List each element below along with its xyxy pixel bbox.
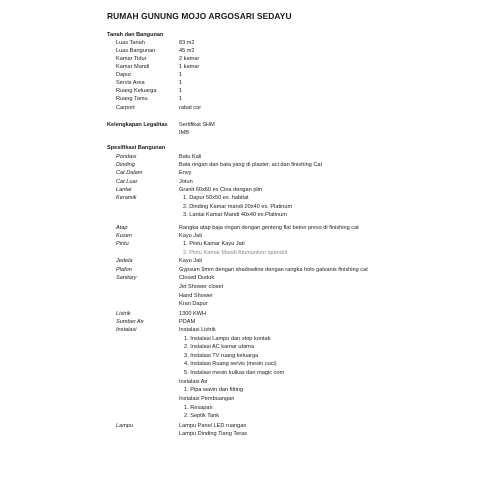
spec-value: Bata ringan dan bata yang di plaster, aci dan finishing Cat xyxy=(179,162,323,168)
spec-label: Lampu xyxy=(116,423,134,429)
spec-value: Kran Dapur xyxy=(179,301,208,307)
spec-value: Jet Shower closet xyxy=(179,284,224,290)
spec-value: 2. Pintu Kamar Mandi Alumunium spandril xyxy=(183,250,288,256)
spec-value: Instalasi Listrik xyxy=(179,327,216,333)
row-value: 45 m2 xyxy=(179,48,195,54)
row-label: Kamar Mandi xyxy=(116,64,150,70)
spec-value: Batu Kali xyxy=(179,154,202,160)
row-label: Carport xyxy=(116,105,135,111)
row-label: Kamar Tidur xyxy=(116,56,147,62)
spec-value: 2. Dinding Kamar mandi 20x40 ex. Platinum xyxy=(183,204,293,210)
row-value: 1 xyxy=(179,96,183,102)
spec-value: Rangka atap baja ringan dengan genteng flat beton press di finishing cat xyxy=(179,225,359,231)
spec-value: 4. Instalasi Ruang servis (mesin cuci) xyxy=(184,361,277,367)
spec-value: Lampu Panel LED ruangan xyxy=(179,423,247,429)
legal-value: Sertifikat SHM xyxy=(179,122,215,128)
spec-label: Pondasi xyxy=(116,154,137,160)
row-value: 1 xyxy=(179,80,183,86)
spec-label: Kusen xyxy=(116,233,132,239)
spec-value: Gypsum 9mm dengan shadowline dengan rangka holo galvanis finishing cat xyxy=(179,267,368,273)
spec-value: Instalasi Pembuangan xyxy=(179,396,235,402)
spec-value: PDAM xyxy=(179,319,196,325)
row-value: 1 xyxy=(179,72,183,78)
spec-value: 3. Instalasi TV ruang keluarga xyxy=(184,353,259,359)
row-label: Ruang Tamu xyxy=(116,96,148,102)
spec-label: Atap xyxy=(116,225,128,231)
row-value: rabat cor xyxy=(179,105,202,111)
spec-value: Instalasi Air xyxy=(179,379,208,385)
spec-value: Granit 60x60 ex Cina dengan plin xyxy=(179,187,263,193)
spec-value: 1300 KWH xyxy=(179,311,207,317)
row-value: 1 xyxy=(179,88,183,94)
spec-value: 2. Instalasi AC kamar utama xyxy=(184,344,254,350)
spec-value: Lampu Dinding Tiang Teras xyxy=(179,431,247,437)
spec-value: Closed Duduk xyxy=(179,275,215,281)
spec-label: Jedela xyxy=(116,258,133,264)
spec-value: 1. Resapan xyxy=(184,405,213,411)
spec-label: Keramik xyxy=(116,195,137,201)
row-value: 1 kamar xyxy=(179,64,200,70)
section-heading-tanah: Tanah dan Bangunan xyxy=(107,32,164,38)
spec-label: Listrik xyxy=(116,311,131,317)
section-heading-legalitas: Kelengkapan Legalitas xyxy=(107,122,168,128)
spec-value: Kayu Jati xyxy=(179,233,203,239)
row-label: Luas Tanah xyxy=(116,40,145,46)
row-label: Servis Area xyxy=(116,80,145,86)
spec-value: Kayu Jati xyxy=(179,258,203,264)
spec-value: 3. Lantai Kamar Mandi 40x40 ex.Platinum xyxy=(183,212,287,218)
spec-value: 2. Septik Tank xyxy=(184,413,220,419)
spec-value: Jotun xyxy=(179,179,193,185)
spec-label: Instalasi xyxy=(116,327,137,333)
row-label: Luas Bangunan xyxy=(116,48,156,54)
row-label: Ruang Keluarga xyxy=(116,88,157,94)
spec-value: 1. Dapur 50x50 ex. habitat xyxy=(183,195,249,201)
spec-label: Cat Luar xyxy=(116,179,138,185)
spec-value: 1. Pintu Kamar Kayu Jati xyxy=(183,241,245,247)
spec-value: Envy xyxy=(179,170,192,176)
spec-label: Sanitary xyxy=(116,275,137,281)
spec-label: Sumber Air xyxy=(116,319,144,325)
section-heading-spesifikasi: Spesifikasi Bangunan xyxy=(107,145,166,151)
spec-value: 5. Instalasi mesin kulkas dan magic com xyxy=(184,370,285,376)
spec-value: 1. Pipa wavin dan fitting xyxy=(184,387,244,393)
spec-value: 1. Instalasi Lampu dan stop kontak xyxy=(184,336,271,342)
spec-label: Pintu xyxy=(116,241,129,247)
spec-label: Dinding xyxy=(116,162,135,168)
spec-label: Lantai xyxy=(116,187,132,193)
row-value: 83 m2 xyxy=(179,40,195,46)
document-title: RUMAH GUNUNG MOJO ARGOSARI SEDAYU xyxy=(107,11,292,21)
row-label: Dapur xyxy=(116,72,132,78)
legal-value: IMB xyxy=(179,130,189,136)
spec-label: Plafon xyxy=(116,267,132,273)
spec-label: Cat Dalam xyxy=(116,170,143,176)
spec-value: Hand Shower xyxy=(179,293,213,299)
row-value: 2 kamar xyxy=(179,56,200,62)
